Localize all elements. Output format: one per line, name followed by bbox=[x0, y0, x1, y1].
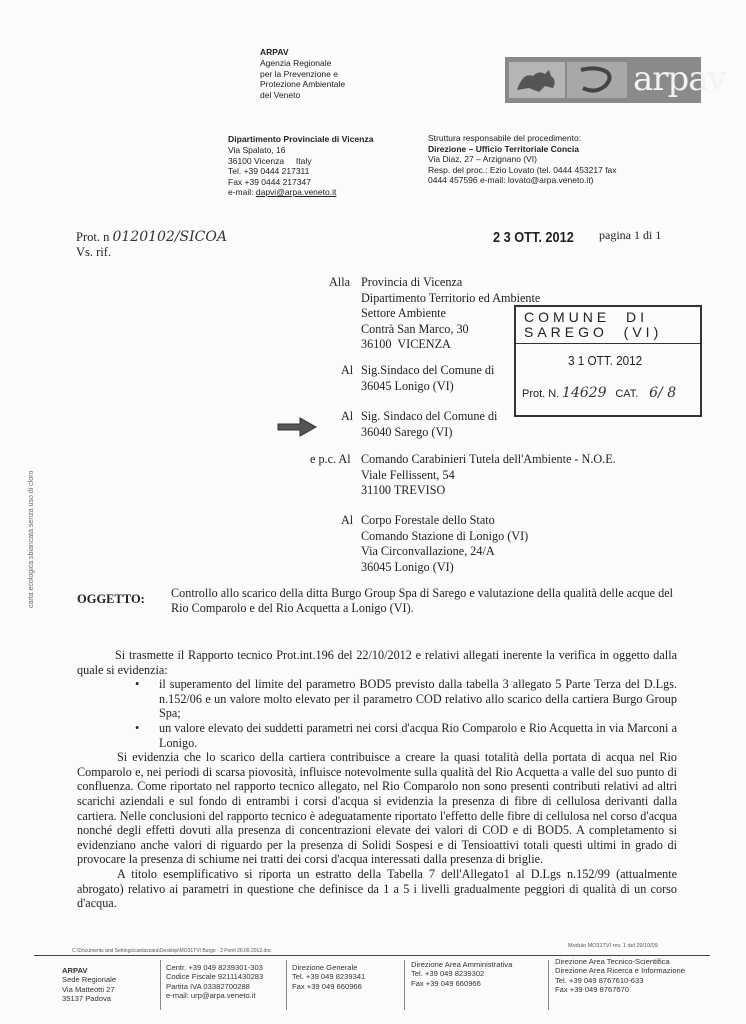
bullet-icon: • bbox=[135, 720, 140, 735]
recipient-line: Viale Fellissent, 54 bbox=[361, 467, 455, 482]
recipient-prefix: e p.c. Al bbox=[310, 452, 351, 466]
arrow-right-icon bbox=[276, 416, 318, 443]
department-line: 36100 Vicenza Italy bbox=[228, 155, 312, 166]
received-stamp bbox=[514, 305, 702, 417]
recipient-address-4 bbox=[361, 452, 616, 499]
protocol-label: Prot. n bbox=[76, 230, 110, 244]
footer-module: Modulo MO31TVI rev. 1 del 29/10/09 bbox=[568, 943, 658, 949]
protocol-block bbox=[76, 230, 227, 260]
subject-text: Controllo allo scarico della ditta Burgo Group Spa di Sarego e valutazione della qualità delle acque del Rio Comparolo e del Rio Acquetta a Lonigo (VI). bbox=[171, 586, 674, 615]
recipient-line: Dipartimento Territorio ed Ambiente bbox=[361, 290, 541, 305]
stamp-date: 3 1 OTT. 2012 bbox=[568, 353, 643, 368]
footer-line: Via Matteotti 27 bbox=[62, 984, 115, 994]
stamp-municipality-name: SAREGO (VI) bbox=[524, 324, 663, 340]
recipient-prefix: Al bbox=[341, 363, 354, 377]
org-line: del Veneto bbox=[260, 89, 301, 100]
department-line: Tel. +39 0444 217311 bbox=[228, 166, 310, 176]
recipient-prefix: Al bbox=[341, 409, 354, 423]
stamp-cat-label: CAT. bbox=[615, 388, 639, 400]
stamp-prot-number: 14629 bbox=[562, 385, 607, 401]
footer-col-amministrativa bbox=[411, 960, 512, 988]
footer-line: Direzione Area Amministrativa bbox=[411, 960, 513, 969]
body-intro: Si trasmette il Rapporto tecnico Prot.int.196 del 22/10/2012 e relativi allegati inerente la verifica in oggetto dalla quale si evidenzia: bbox=[77, 648, 677, 677]
footer-col-tecnico-scientifica bbox=[555, 957, 685, 994]
footer-divider bbox=[404, 960, 405, 1010]
footer-line: Partita IVA 03382700288 bbox=[166, 981, 250, 991]
org-name: ARPAV bbox=[260, 47, 289, 57]
bullet-text: un valore elevato dei suddetti parametri nei corsi d'acqua Rio Comparolo e Rio Acquetta in via Marconi a Lonigo. bbox=[159, 720, 677, 750]
footer-divider bbox=[548, 960, 549, 1010]
protocol-number: 0120102/SICOA bbox=[112, 229, 227, 245]
stamp-prot-label: Prot. N. bbox=[522, 388, 560, 400]
recipient-line: 36040 Sarego (VI) bbox=[361, 424, 453, 439]
footer-line: Sede Regionale bbox=[62, 975, 117, 985]
responsible-block bbox=[428, 133, 617, 186]
recipient-line: Via Circonvallazione, 24/A bbox=[361, 544, 495, 558]
vs-rif: Vs. rif. bbox=[76, 245, 112, 259]
body-paragraph-3: A titolo esemplificativo si riporta un estratto della Tabella 7 dell'Allegato1 al D.Lgs n.152/99 (attualmente abrogato) relativo ai parametri in questione che definisce da 1 a 5 i livelli gradualmente peggiori di qualità di un corso d'acqua. bbox=[77, 866, 677, 911]
footer-line: Fax +39 049 660966 bbox=[411, 978, 481, 988]
footer-line: Direzione Area Ricerca e Informazione bbox=[555, 966, 685, 976]
recipient-address-3 bbox=[361, 409, 497, 440]
footer-line: ARPAV bbox=[62, 966, 88, 975]
list-item bbox=[135, 677, 677, 721]
side-note: carta ecologica sbiancata senza uso di cloro bbox=[28, 470, 35, 608]
department-block bbox=[228, 134, 374, 198]
stamp-municipality: COMUNE DI bbox=[524, 309, 648, 325]
recipient-prefix: Al bbox=[341, 513, 354, 527]
recipient-address-5 bbox=[361, 513, 528, 575]
subject-label: OGGETTO: bbox=[77, 592, 145, 606]
responsible-title: Struttura responsabile del procedimento: bbox=[428, 133, 582, 143]
protocol-row bbox=[76, 230, 227, 245]
footer-path: C:\Documents and Settings\canlazzara\Desktop\MO31TVI Burgo - 2 Ponti 26.09.2012.doc bbox=[72, 948, 272, 954]
responsible-line: 0444 457596 e-mail: lovato@arpa.veneto.it) bbox=[428, 175, 594, 185]
recipient-address-2 bbox=[361, 363, 494, 394]
recipient-line: Provincia di Vicenza bbox=[361, 275, 463, 289]
department-email-row bbox=[228, 187, 374, 198]
org-block bbox=[260, 47, 345, 100]
footer-line: Centr. +39 049 8239301-303 bbox=[166, 963, 263, 972]
footer-line: Fax +39 049 8767670 bbox=[555, 984, 630, 994]
org-line: per la Prevenzione e bbox=[260, 68, 338, 79]
recipient-line: Sig.Sindaco del Comune di bbox=[361, 363, 495, 377]
recipient-line: 36045 Lonigo (VI) bbox=[361, 559, 454, 574]
stamp-cat-number: 6/ 8 bbox=[649, 385, 677, 401]
recipient-line: Comando Stazione di Lonigo (VI) bbox=[361, 528, 529, 543]
footer-line: Fax +39 049 660966 bbox=[292, 981, 362, 991]
recipient-line: 36045 Lonigo (VI) bbox=[361, 378, 454, 393]
department-title: Dipartimento Provinciale di Vicenza bbox=[228, 134, 374, 144]
logo-text: arpav bbox=[633, 59, 726, 99]
footer-line: Tel. +39 049 8239302 bbox=[411, 969, 485, 979]
recipient-prefix: Alla bbox=[329, 275, 350, 289]
recipient-line: Sig. Sindaco del Comune di bbox=[361, 409, 498, 423]
recipient-line: 36100 VICENZA bbox=[361, 337, 451, 351]
letter-body bbox=[77, 648, 677, 911]
footer-line: Direzione Area Tecnico-Scientifica bbox=[555, 957, 670, 966]
recipient-line: Corpo Forestale dello Stato bbox=[361, 513, 495, 527]
logo-emblem-icon bbox=[509, 62, 565, 98]
arpav-logo bbox=[505, 57, 726, 103]
recipient-line: 31100 TREVISO bbox=[361, 483, 446, 497]
footer-line: Direzione Generale bbox=[292, 963, 358, 972]
stamp-prot-row bbox=[522, 385, 676, 401]
stamp-divider bbox=[516, 343, 700, 344]
responsible-office: Direzione – Ufficio Territoriale Concia bbox=[428, 143, 579, 154]
responsible-line: Via Diaz, 27 – Arzignano (VI) bbox=[428, 154, 537, 164]
footer-line: Tel. +39 049 8239341 bbox=[292, 972, 366, 982]
bullet-icon: • bbox=[135, 677, 140, 692]
footer-col-hq bbox=[62, 966, 116, 1003]
footer-line: Tel. +39 049 8767610-633 bbox=[555, 975, 644, 985]
org-line: Agenzia Regionale bbox=[260, 58, 332, 68]
page-counter: pagina 1 di 1 bbox=[599, 228, 662, 242]
letter-date: 2 3 OTT. 2012 bbox=[493, 229, 574, 246]
recipient-line: Comando Carabinieri Tutela dell'Ambiente - N.O.E. bbox=[361, 452, 616, 466]
footer-divider bbox=[286, 960, 287, 1010]
department-email-link[interactable]: dapvi@arpa.veneto.it bbox=[255, 187, 337, 197]
footer-email-link[interactable]: e-mail: urp@arpa.veneto.it bbox=[166, 990, 256, 1000]
footer-line: 35137 Padova bbox=[62, 993, 111, 1003]
logo-mark-icon bbox=[567, 62, 627, 98]
responsible-line: Resp. del proc.: Ezio Lovato (tel. 0444 453217 fax bbox=[428, 164, 617, 175]
footer-col-contacts bbox=[166, 963, 263, 1000]
recipient-line: Settore Ambiente bbox=[361, 306, 446, 320]
footer-divider bbox=[160, 960, 161, 1010]
department-line: Via Spalato, 16 bbox=[228, 145, 286, 155]
recipient-line: Contrà San Marco, 30 bbox=[361, 321, 469, 336]
footer-rule bbox=[34, 955, 710, 956]
list-item bbox=[135, 720, 677, 750]
department-email-label: e-mail: bbox=[228, 187, 256, 197]
department-line: Fax +39 0444 217347 bbox=[228, 176, 311, 187]
org-line: Protezione Ambientale bbox=[260, 79, 346, 89]
footer-col-direzione-generale bbox=[292, 963, 365, 991]
body-paragraph-2: Si evidenzia che lo scarico della cartiera contribuisce a creare la quasi totalità della portata di acqua nel Rio Comparolo e, nei periodi di scarsa piovosità, influisce notevolmente sulla qualità del Rio Acquetta a valle del suo punto di confluenza. Come riportato nel rapporto tecnico allegato, nel Rio Comparolo non sono presenti contributi relativi ad altri scarichi aziendali e sul fondo di entrambi i corsi d'acqua si evidenzia la presenza di fibre di cellulosa derivanti dalla cartiera. Nelle conclusioni del rapporto tecnico è adeguatamente riportato l'effetto delle fibre di cellulosa nel corso d'acqua nonché degli effetti dovuti alla presenza di concentrazioni elevate dei valori di COD e di BOD5. A completamento si evidenziano anche valori di riguardo per la presenza di Solidi Sospesi e di Tensioattivi totali questi ultimi in grado di provocare la presenza di schiume nei tratti dei corsi d'acqua interessati dalla presenza di briglie. bbox=[77, 750, 677, 867]
bullet-text: il superamento del limite del parametro BOD5 previsto dalla tabella 3 allegato 5 Parte Terza del D.Lgs. n.152/06 e un valore molto elevato per il parametro COD relativo allo scarico della cartiera Burgo Group Spa; bbox=[159, 677, 677, 721]
findings-list bbox=[135, 677, 677, 750]
footer-line: Codice Fiscale 92111430283 bbox=[166, 972, 264, 982]
